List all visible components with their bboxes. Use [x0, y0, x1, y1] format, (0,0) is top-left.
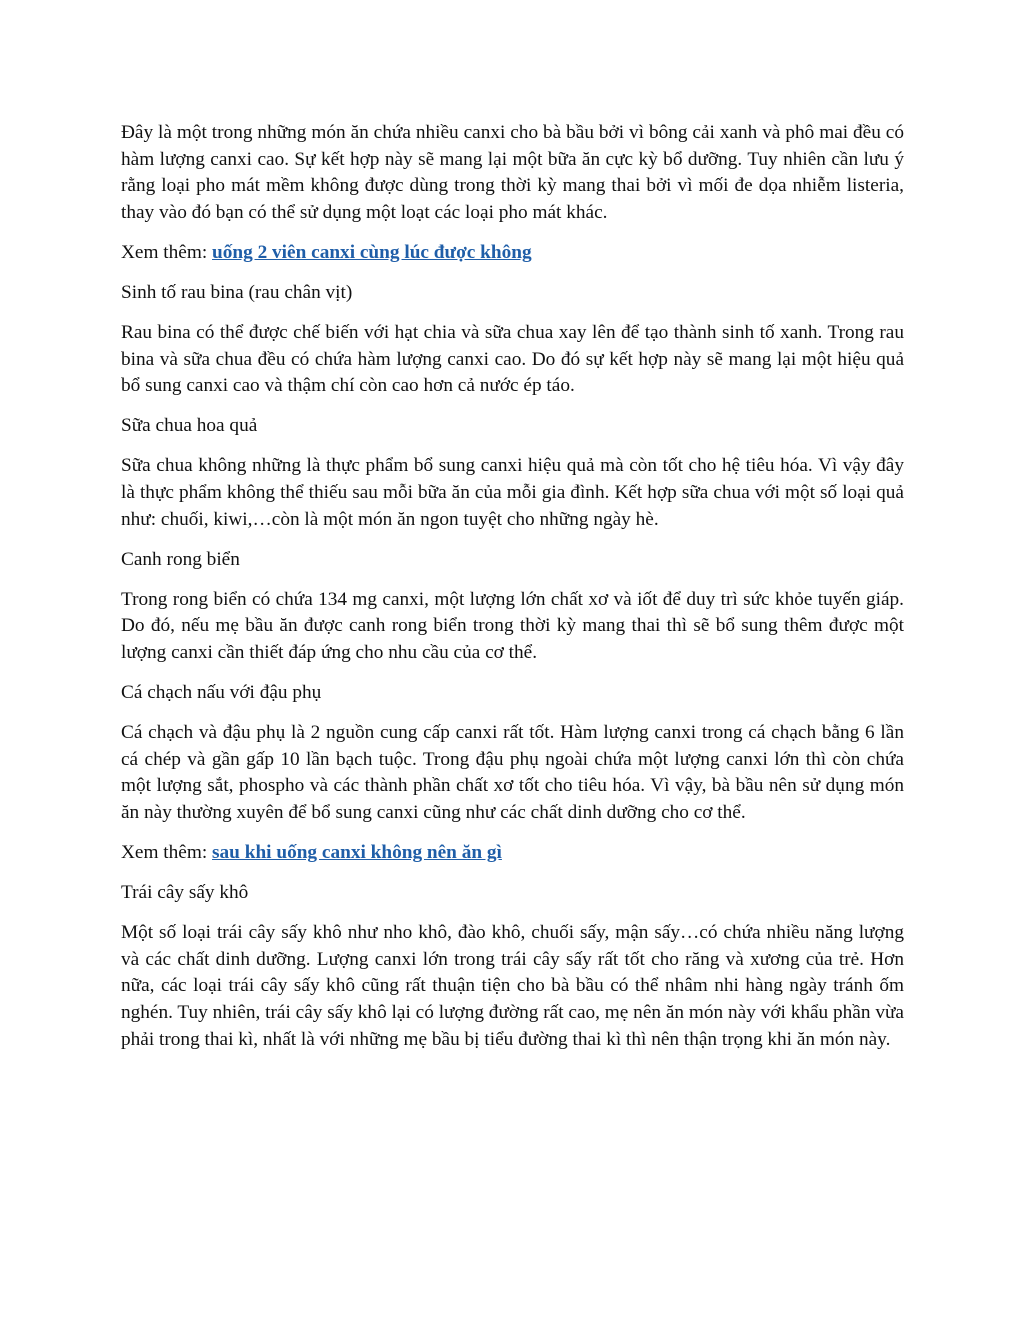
- heading-sua-chua-hoa-qua: Sữa chua hoa quả: [121, 415, 258, 437]
- paragraph-intro: Đây là một trong những món ăn chứa nhiều canxi cho bà bầu bởi vì bông cải xanh và phô mai đều có hàm lượng canxi cao. Sự kết hợp này sẽ mang lại một bữa ăn cực kỳ bổ dưỡng. Tuy nhiên cần lưu ý rằng loại pho mát mềm không được dùng trong thời kỳ mang thai bởi vì mối đe dọa nhiễm listeria, thay vào đó bạn có thể sử dụng một loạt các loại pho mát khác.: [121, 122, 904, 223]
- paragraph-sua-chua-hoa-qua: Sữa chua không những là thực phẩm bổ sung canxi hiệu quả mà còn tốt cho hệ tiêu hóa. Vì vậy đây là thực phẩm không thể thiếu sau mỗi bữa ăn của mỗi gia đình. Kết hợp sữa chua với một số loại quả như: chuối, kiwi,…còn là một món ăn ngon tuyệt cho những ngày hè.: [121, 455, 904, 530]
- paragraph-sinh-to-rau-bina: Rau bina có thể được chế biến với hạt chia và sữa chua xay lên để tạo thành sinh tố xanh. Trong rau bina và sữa chua đều có chứa hàm lượng canxi cao. Do đó sự kết hợp này sẽ mang lại một hiệu quả bổ sung canxi cao và thậm chí còn cao hơn cả nước ép táo.: [121, 322, 904, 397]
- paragraph-canh-rong-bien: Trong rong biển có chứa 134 mg canxi, một lượng lớn chất xơ và iốt để duy trì sức khỏe tuyến giáp. Do đó, nếu mẹ bầu ăn được canh rong biển trong thời kỳ mang thai thì sẽ bổ sung thêm được một lượng canxi cần thiết đáp ứng cho nhu cầu của cơ thể.: [121, 588, 904, 663]
- heading-trai-cay-say-kho: Trái cây sấy khô: [121, 882, 249, 904]
- heading-sinh-to-rau-bina: Sinh tố rau bina (rau chân vịt): [121, 281, 353, 303]
- heading-ca-chach: Cá chạch nấu với đậu phụ: [121, 682, 322, 704]
- see-more-line-1: [121, 240, 904, 267]
- document-page: [121, 120, 904, 1067]
- see-more-link-canxi-cung-luc[interactable]: uống 2 viên canxi cùng lúc được không: [212, 241, 532, 263]
- paragraph-trai-cay-say-kho: Một số loại trái cây sấy khô như nho khô, đào khô, chuối sấy, mận sấy…có chứa nhiều năng lượng và các chất dinh dưỡng. Lượng canxi lớn trong trái cây sấy rất tốt cho răng và xương của trẻ. Hơn nữa, các loại trái cây sấy khô cũng rất thuận tiện cho bà bầu có thể nhâm nhi hàng ngày tránh ốm nghén. Tuy nhiên, trái cây sấy khô lại có lượng đường rất cao, mẹ nên ăn món này với khẩu phần vừa phải trong thai kì, nhất là với những mẹ bầu bị tiểu đường thai kì thì nên thận trọng khi ăn món này.: [121, 922, 904, 1050]
- paragraph-ca-chach: Cá chạch và đậu phụ là 2 nguồn cung cấp canxi rất tốt. Hàm lượng canxi trong cá chạch bằng 6 lần cá chép và gần gấp 10 lần bạch tuộc. Trong đậu phụ ngoài chứa một lượng canxi lớn thì còn chứa một lượng sắt, phospho và các thành phần chất xơ tốt cho tiêu hóa. Vì vậy, bà bầu nên sử dụng món ăn này thường xuyên để bổ sung canxi cũng như các chất dinh dưỡng cho cơ thể.: [121, 722, 904, 823]
- see-more-label: Xem thêm:: [121, 842, 213, 864]
- heading-canh-rong-bien: Canh rong biển: [121, 548, 240, 570]
- see-more-link-sau-khi-uong-canxi[interactable]: sau khi uống canxi không nên ăn gì: [212, 842, 502, 864]
- see-more-line-2: [121, 840, 904, 867]
- see-more-label: Xem thêm:: [121, 241, 213, 263]
